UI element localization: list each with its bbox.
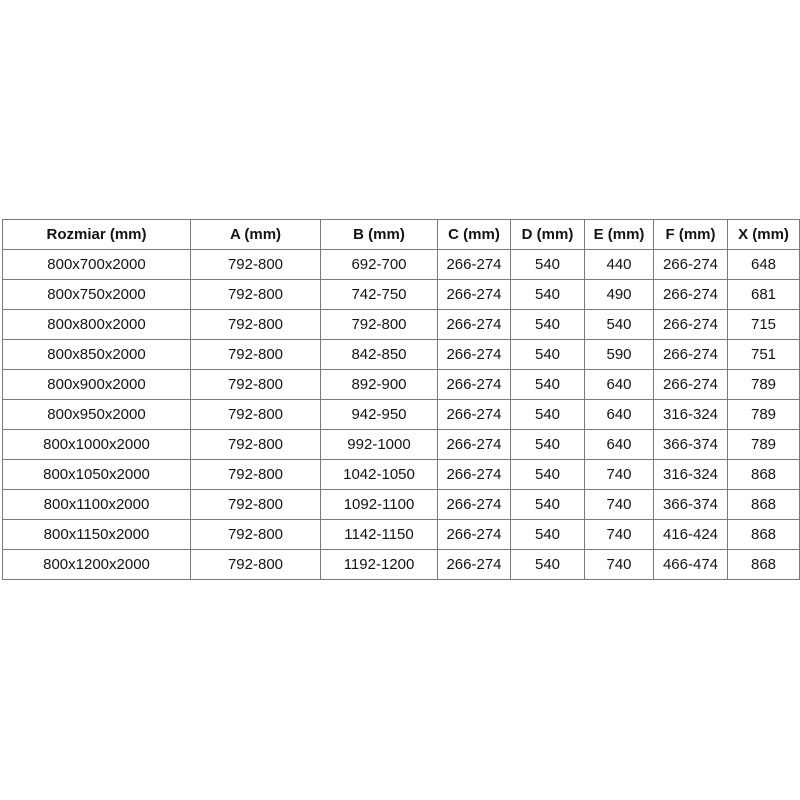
table-cell: 1142-1150 bbox=[321, 520, 438, 550]
table-cell: 792-800 bbox=[191, 550, 321, 580]
table-cell: 266-274 bbox=[654, 370, 728, 400]
table-cell: 416-424 bbox=[654, 520, 728, 550]
table-cell: 892-900 bbox=[321, 370, 438, 400]
table-cell: 740 bbox=[585, 550, 654, 580]
table-cell: 540 bbox=[511, 400, 585, 430]
size-table bbox=[2, 219, 800, 580]
column-header-f: F (mm) bbox=[654, 220, 728, 250]
table-cell: 540 bbox=[511, 250, 585, 280]
table-row bbox=[3, 400, 800, 430]
table-cell: 266-274 bbox=[438, 550, 511, 580]
table-cell: 540 bbox=[511, 340, 585, 370]
table-cell: 789 bbox=[728, 370, 800, 400]
table-cell: 792-800 bbox=[191, 460, 321, 490]
table-cell: 792-800 bbox=[191, 310, 321, 340]
table-cell: 868 bbox=[728, 490, 800, 520]
table-cell: 800x1000x2000 bbox=[3, 430, 191, 460]
table-cell: 1192-1200 bbox=[321, 550, 438, 580]
table-cell: 540 bbox=[511, 280, 585, 310]
table-row bbox=[3, 310, 800, 340]
table-cell: 715 bbox=[728, 310, 800, 340]
table-cell: 466-474 bbox=[654, 550, 728, 580]
table-cell: 266-274 bbox=[438, 280, 511, 310]
table-cell: 800x1200x2000 bbox=[3, 550, 191, 580]
table-cell: 800x1150x2000 bbox=[3, 520, 191, 550]
table-cell: 540 bbox=[511, 550, 585, 580]
table-cell: 792-800 bbox=[191, 370, 321, 400]
table-cell: 992-1000 bbox=[321, 430, 438, 460]
table-cell: 540 bbox=[511, 370, 585, 400]
table-cell: 266-274 bbox=[438, 400, 511, 430]
table-cell: 366-374 bbox=[654, 490, 728, 520]
table-row bbox=[3, 250, 800, 280]
column-header-e: E (mm) bbox=[585, 220, 654, 250]
size-table-container bbox=[2, 219, 800, 580]
table-cell: 648 bbox=[728, 250, 800, 280]
table-cell: 266-274 bbox=[438, 340, 511, 370]
table-row bbox=[3, 340, 800, 370]
table-cell: 316-324 bbox=[654, 460, 728, 490]
table-cell: 742-750 bbox=[321, 280, 438, 310]
table-cell: 266-274 bbox=[438, 250, 511, 280]
table-cell: 316-324 bbox=[654, 400, 728, 430]
table-cell: 789 bbox=[728, 400, 800, 430]
column-header-x: X (mm) bbox=[728, 220, 800, 250]
table-cell: 800x950x2000 bbox=[3, 400, 191, 430]
table-cell: 868 bbox=[728, 550, 800, 580]
table-cell: 792-800 bbox=[191, 340, 321, 370]
table-cell: 868 bbox=[728, 460, 800, 490]
table-cell: 266-274 bbox=[654, 340, 728, 370]
column-header-a: A (mm) bbox=[191, 220, 321, 250]
table-cell: 800x1100x2000 bbox=[3, 490, 191, 520]
table-cell: 540 bbox=[511, 490, 585, 520]
table-cell: 800x750x2000 bbox=[3, 280, 191, 310]
table-cell: 266-274 bbox=[654, 250, 728, 280]
table-row bbox=[3, 460, 800, 490]
table-cell: 792-800 bbox=[191, 280, 321, 310]
table-cell: 490 bbox=[585, 280, 654, 310]
table-cell: 751 bbox=[728, 340, 800, 370]
table-cell: 266-274 bbox=[654, 280, 728, 310]
header-row bbox=[3, 220, 800, 250]
table-row bbox=[3, 520, 800, 550]
column-header-c: C (mm) bbox=[438, 220, 511, 250]
column-header-d: D (mm) bbox=[511, 220, 585, 250]
table-cell: 266-274 bbox=[438, 430, 511, 460]
table-cell: 842-850 bbox=[321, 340, 438, 370]
table-cell: 800x800x2000 bbox=[3, 310, 191, 340]
table-cell: 266-274 bbox=[438, 310, 511, 340]
table-cell: 540 bbox=[511, 310, 585, 340]
table-cell: 792-800 bbox=[191, 430, 321, 460]
table-cell: 540 bbox=[511, 520, 585, 550]
table-cell: 800x1050x2000 bbox=[3, 460, 191, 490]
table-row bbox=[3, 280, 800, 310]
table-row bbox=[3, 490, 800, 520]
table-cell: 1092-1100 bbox=[321, 490, 438, 520]
table-cell: 740 bbox=[585, 460, 654, 490]
table-cell: 800x900x2000 bbox=[3, 370, 191, 400]
table-cell: 590 bbox=[585, 340, 654, 370]
table-cell: 800x700x2000 bbox=[3, 250, 191, 280]
table-cell: 1042-1050 bbox=[321, 460, 438, 490]
table-cell: 942-950 bbox=[321, 400, 438, 430]
table-cell: 692-700 bbox=[321, 250, 438, 280]
table-cell: 800x850x2000 bbox=[3, 340, 191, 370]
table-cell: 868 bbox=[728, 520, 800, 550]
table-cell: 266-274 bbox=[438, 460, 511, 490]
table-cell: 266-274 bbox=[438, 370, 511, 400]
table-row bbox=[3, 550, 800, 580]
table-cell: 540 bbox=[511, 430, 585, 460]
table-cell: 792-800 bbox=[191, 490, 321, 520]
column-header-rozmiar: Rozmiar (mm) bbox=[3, 220, 191, 250]
table-cell: 266-274 bbox=[438, 520, 511, 550]
table-cell: 266-274 bbox=[654, 310, 728, 340]
table-cell: 266-274 bbox=[438, 490, 511, 520]
table-cell: 792-800 bbox=[191, 400, 321, 430]
table-cell: 440 bbox=[585, 250, 654, 280]
table-cell: 681 bbox=[728, 280, 800, 310]
table-cell: 792-800 bbox=[321, 310, 438, 340]
column-header-b: B (mm) bbox=[321, 220, 438, 250]
table-cell: 540 bbox=[585, 310, 654, 340]
table-row bbox=[3, 430, 800, 460]
table-cell: 640 bbox=[585, 370, 654, 400]
table-cell: 789 bbox=[728, 430, 800, 460]
table-cell: 740 bbox=[585, 520, 654, 550]
table-cell: 792-800 bbox=[191, 520, 321, 550]
table-cell: 640 bbox=[585, 430, 654, 460]
table-cell: 540 bbox=[511, 460, 585, 490]
table-cell: 640 bbox=[585, 400, 654, 430]
table-cell: 792-800 bbox=[191, 250, 321, 280]
table-row bbox=[3, 370, 800, 400]
table-cell: 366-374 bbox=[654, 430, 728, 460]
table-cell: 740 bbox=[585, 490, 654, 520]
